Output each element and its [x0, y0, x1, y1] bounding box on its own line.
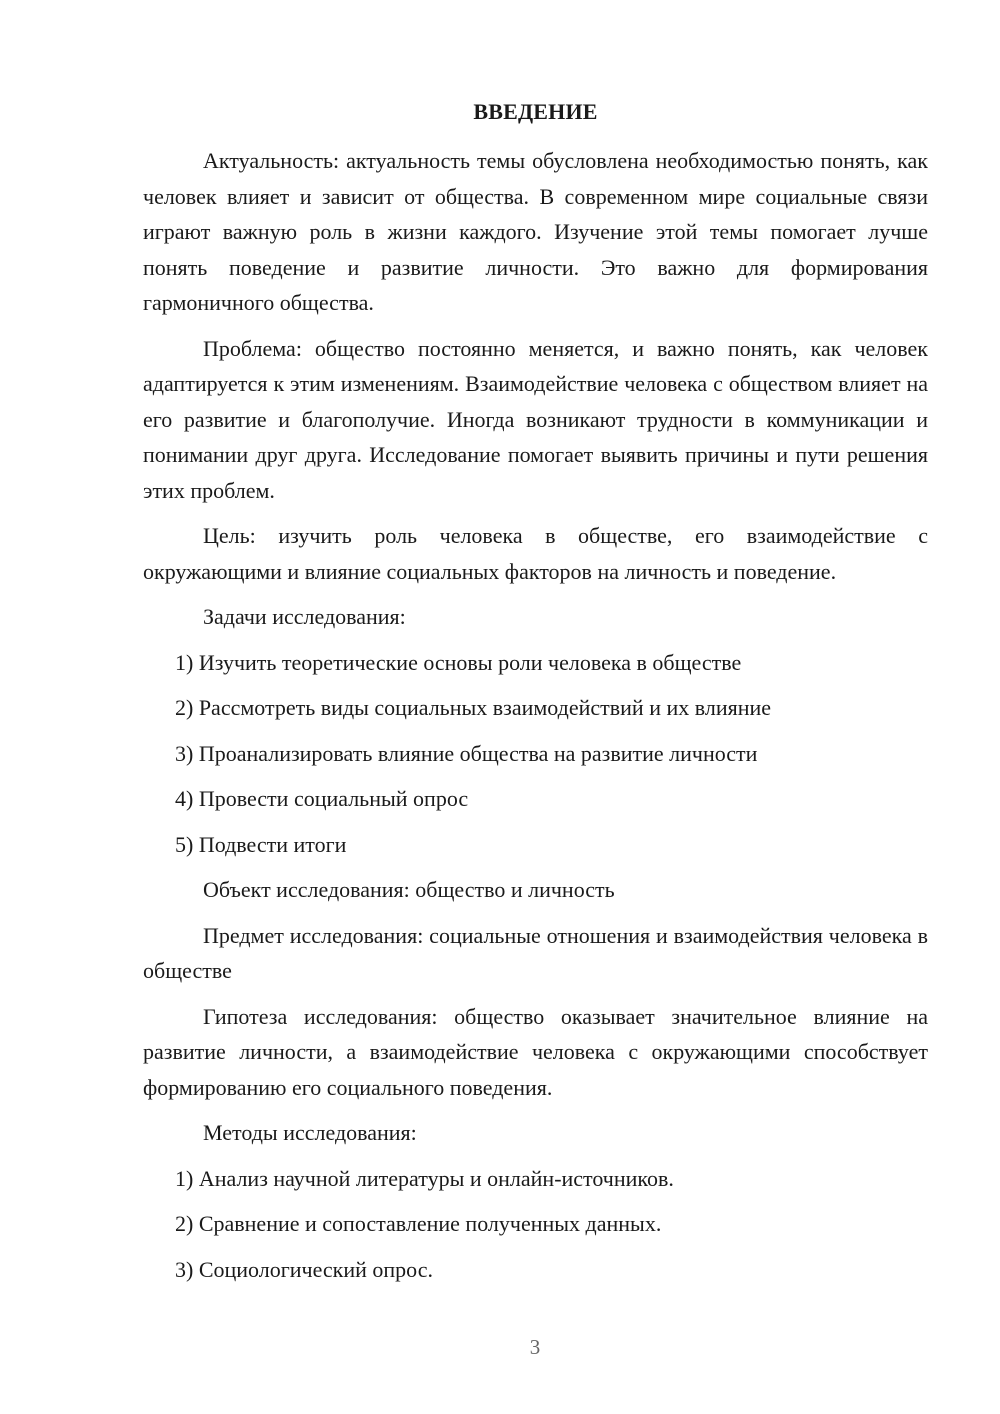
- list-item: 3) Проанализировать влияние общества на развитие личности: [175, 740, 758, 766]
- hypothesis-paragraph: Гипотеза исследования: общество оказывает значительное влияние на развитие личности, а взаимодействие человека с окружающими способствует формированию его социального поведения.: [143, 1003, 928, 1100]
- subject-paragraph: Предмет исследования: социальные отношения и взаимодействия человека в обществе: [143, 922, 928, 983]
- relevance-paragraph: Актуальность: актуальность темы обусловлена необходимостью понять, как человек влияет и зависит от общества. В современном мире социальные связи играют важную роль в жизни каждого. Изучение этой темы помогает лучше понять поведение и развитие личности. Это важно для формирования гармоничного общества.: [143, 148, 928, 315]
- list-item: 2) Рассмотреть виды социальных взаимодействий и их влияние: [175, 695, 772, 720]
- tasks-heading: Задачи исследования:: [203, 604, 406, 629]
- problem-paragraph: Проблема: общество постоянно меняется, и важно понять, как человек адаптируется к этим изменениям. Взаимодействие человека с обществом влияет на его развитие и благополучие. Иногда возникают трудности в коммуникации и понимании друг друга. Исследование помогает выявить причины и пути решения этих проблем.: [143, 335, 928, 503]
- page-content: [143, 94, 928, 1297]
- tasks-list: [143, 645, 928, 863]
- section-title: ВВЕДЕНИЕ: [473, 99, 598, 124]
- methods-heading: Методы исследования:: [203, 1120, 417, 1145]
- list-item: 4) Провести социальный опрос: [175, 786, 469, 811]
- object-paragraph: Объект исследования: общество и личность: [203, 877, 615, 902]
- list-item: 1) Изучить теоретические основы роли человека в обществе: [175, 649, 742, 675]
- list-item: 2) Сравнение и сопоставление полученных данных.: [175, 1211, 662, 1236]
- page-number: 3: [529, 1335, 541, 1359]
- goal-paragraph: Цель: изучить роль человека в обществе, его взаимодействие с окружающими и влияние социальных факторов на личность и поведение.: [143, 523, 928, 584]
- list-item: 5) Подвести итоги: [175, 831, 347, 857]
- list-item: 3) Социологический опрос.: [175, 1256, 433, 1282]
- list-item: 1) Анализ научной литературы и онлайн-источников.: [175, 1165, 674, 1191]
- methods-list: [143, 1161, 928, 1288]
